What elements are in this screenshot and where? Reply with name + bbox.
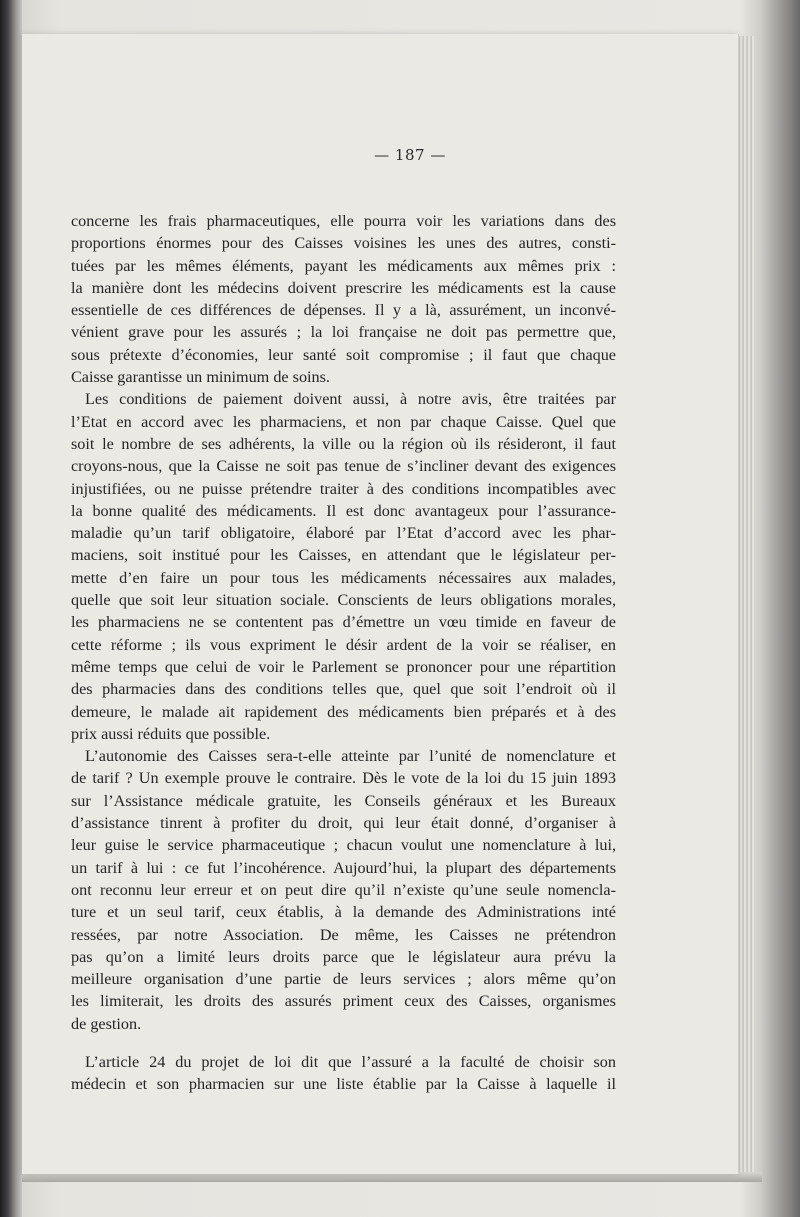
text-line: la manière dont les médecins doivent prescrire les médicaments est la cause [71, 278, 616, 297]
text-line: concerne les frais pharmaceutiques, elle pourra voir les variations dans des [71, 212, 616, 230]
paragraph-1 [71, 210, 616, 388]
text-line: Caisse garantisse un minimum de soins. [71, 368, 330, 387]
book-page [22, 34, 738, 1174]
text-line: des pharmacies dans des conditions telles que, quel que soit l’endroit où il [71, 680, 616, 699]
text-line: cette réforme ; ils vous expriment le désir ardent de la voir se réaliser, en [71, 635, 616, 654]
text-line: L’autonomie des Caisses sera-t-elle atteinte par l’unité de nomenclature et [85, 747, 616, 766]
text-line: L’article 24 du projet de loi dit que l’assuré a la faculté de choisir son [85, 1052, 616, 1071]
text-line: leur guise le service pharmaceutique ; chacun voulut une nomenclature à lui, [71, 836, 616, 855]
text-line: ont reconnu leur erreur et on peut dire qu’il n’existe qu’une seule nomencla- [71, 880, 616, 899]
text-line: quelle que soit leur situation sociale. Conscients de leurs obligations morales, [71, 591, 616, 610]
text-line: meilleure organisation d’une partie de leurs services ; alors même qu’on [71, 970, 616, 989]
paragraph-2 [71, 388, 616, 745]
text-line: les pharmaciens ne se contentent pas d’émettre un vœu timide en faveur de [71, 613, 616, 632]
text-line: Les conditions de paiement doivent aussi, à notre avis, être traitées par [85, 390, 616, 409]
text-line: médecin et son pharmacien sur une liste établie par la Caisse à laquelle il [71, 1075, 616, 1094]
text-line: même temps que celui de voir le Parlement se prononcer pour une répartition [71, 657, 616, 676]
text-line: proportions énormes pour des Caisses voisines les unes des autres, consti- [71, 234, 616, 253]
text-line: croyons-nous, que la Caisse ne soit pas tenue de s’incliner devant des exigences [71, 457, 616, 476]
text-line: prix aussi réduits que possible. [71, 724, 271, 743]
text-line: maciens, soit institué pour les Caisses, en attendant que le législateur per- [71, 546, 616, 565]
text-line: les limiterait, les droits des assurés priment ceux des Caisses, organismes [71, 992, 616, 1011]
text-line: injustifiées, ou ne puisse prétendre traiter à des conditions incompatibles avec [71, 479, 616, 498]
text-line: sur l’Assistance médicale gratuite, les Conseils généraux et les Bureaux [71, 791, 616, 810]
text-line: sous prétexte d’économies, leur santé soit compromise ; il faut que chaque [71, 345, 616, 364]
text-line: ture et un seul tarif, ceux établis, à la demande des Administrations inté [71, 903, 616, 922]
page-stack-edge [736, 36, 754, 1176]
text-line: pas qu’on a limité leurs droits parce que le législateur aura prévu la [71, 947, 616, 966]
text-line: ressées, par notre Association. De même, les Caisses ne prétendron [71, 925, 616, 944]
text-line: la bonne qualité des médicaments. Il est donc avantageux pour l’assurance- [71, 501, 616, 520]
text-line: de tarif ? Un exemple prouve le contraire. Dès le vote de la loi du 15 juin 1893 [71, 769, 616, 788]
text-line: l’Etat en accord avec les pharmaciens, et non par chaque Caisse. Quel que [71, 412, 616, 431]
text-line: de gestion. [71, 1014, 142, 1033]
text-line: tuées par les mêmes éléments, payant les médicaments aux mêmes prix : [71, 256, 616, 275]
text-line: soit le nombre de ses adhérents, la ville ou la région où ils résideront, il faut [71, 434, 616, 453]
page-number [22, 146, 738, 164]
paragraph-3 [71, 745, 616, 1035]
paragraph-4 [71, 1051, 616, 1096]
text-line: vénient grave pour les assurés ; la loi française ne doit pas permettre que, [71, 323, 616, 342]
text-line: un tarif à lui : ce fut l’incohérence. Aujourd’hui, la plupart des départements [71, 858, 616, 877]
text-line: mette d’en faire un pour tous les médicaments nécessaires aux malades, [71, 568, 616, 587]
text-line: demeure, le malade ait rapidement des médicaments bien préparés et à des [71, 702, 616, 721]
text-line: maladie qu’un tarif obligatoire, élaboré par l’Etat d’accord avec les phar- [71, 524, 616, 543]
page-number-text: — 187 — [374, 146, 446, 164]
paragraph-spacer [71, 1035, 616, 1051]
text-line: d’assistance tinrent à profiter du droit, qui leur était donné, d’organiser à [71, 814, 616, 833]
book-spine-edge [0, 0, 22, 1217]
text-line: essentielle de ces différences de dépenses. Il y a là, assurément, un inconvé- [71, 301, 616, 320]
body-text [71, 210, 616, 1096]
